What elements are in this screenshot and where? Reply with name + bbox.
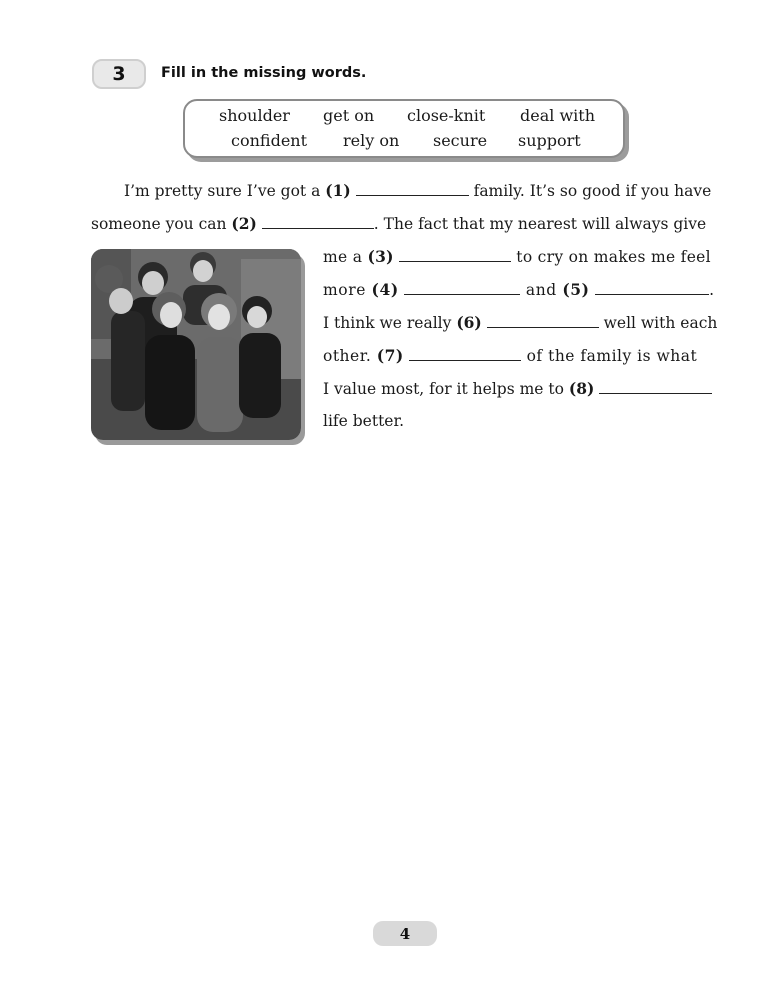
- word-bank-item: support: [518, 131, 581, 150]
- answer-blank-5[interactable]: [595, 282, 709, 295]
- passage-text: .: [709, 281, 715, 299]
- family-photo: [91, 249, 301, 440]
- passage-text: well with each: [598, 314, 718, 332]
- passage-line: [323, 280, 715, 299]
- passage-text: and: [520, 281, 563, 299]
- gap-number: (3): [367, 247, 394, 266]
- answer-blank-8[interactable]: [599, 381, 712, 394]
- word-bank-item: close-knit: [407, 106, 486, 125]
- passage-text: someone you can: [91, 215, 232, 233]
- passage-text: . The fact that my nearest will always give: [373, 215, 707, 233]
- page-number: 4: [399, 924, 411, 943]
- gap-number: (8): [568, 379, 595, 398]
- answer-blank-6[interactable]: [487, 315, 599, 328]
- page-number-badge: [373, 921, 437, 946]
- passage-text: I value most, for it helps me to: [323, 380, 569, 398]
- word-bank-item: confident: [231, 131, 308, 150]
- exercise-instruction: Fill in the missing words.: [161, 65, 367, 81]
- gap-number: (1): [325, 181, 351, 200]
- passage-text: of the family is what: [521, 347, 698, 365]
- passage-line: [124, 181, 711, 200]
- gap-number: (4): [371, 280, 399, 299]
- answer-blank-4[interactable]: [404, 282, 520, 295]
- passage-line: [323, 313, 717, 332]
- gap-number: (2): [231, 214, 257, 233]
- answer-blank-3[interactable]: [399, 249, 511, 262]
- word-bank-item: secure: [433, 131, 488, 150]
- family-photo-icon: [91, 249, 301, 440]
- gap-number: (6): [456, 313, 482, 332]
- passage-text: other.: [323, 347, 377, 365]
- gap-number: (5): [562, 280, 590, 299]
- word-bank-item: get on: [323, 106, 375, 125]
- answer-blank-2[interactable]: [262, 216, 374, 229]
- answer-blank-1[interactable]: [356, 183, 469, 196]
- exercise-number: 3: [112, 63, 126, 85]
- passage-text: me a: [323, 248, 368, 266]
- word-bank-item: shoulder: [219, 106, 290, 125]
- word-bank-item: deal with: [520, 106, 595, 125]
- gap-number: (7): [376, 346, 404, 365]
- passage-text: more: [323, 281, 372, 299]
- passage-text: to cry on makes me feel: [511, 248, 711, 266]
- passage-text: I’m pretty sure I’ve got a: [124, 182, 326, 200]
- passage-line: [323, 346, 697, 365]
- passage-text: family. It’s so good if you have: [468, 182, 712, 200]
- word-bank-item: rely on: [343, 131, 400, 150]
- passage-text: life better.: [323, 412, 405, 430]
- passage-line: [91, 214, 706, 233]
- passage-line: [323, 247, 711, 266]
- answer-blank-7[interactable]: [409, 348, 521, 361]
- passage-text: I think we really: [323, 314, 457, 332]
- passage-line: [323, 412, 404, 430]
- passage-line: [323, 379, 712, 398]
